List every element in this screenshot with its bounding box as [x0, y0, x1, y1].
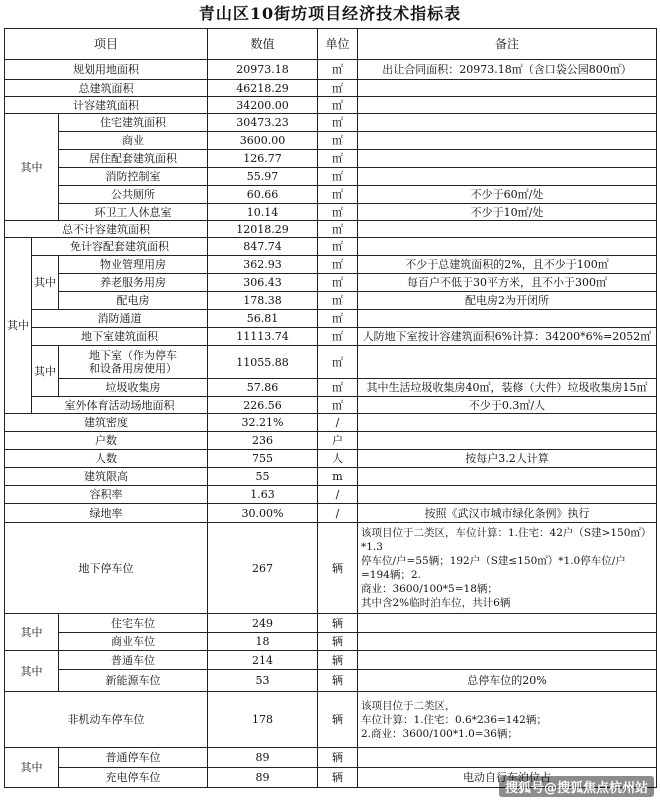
row-value: 11113.74: [208, 328, 318, 346]
qizhong-label: 其中: [5, 114, 59, 221]
table-row: [5, 379, 657, 397]
row-value: 34200.00: [208, 97, 318, 114]
row-name: 公共厕所: [59, 186, 208, 204]
row-note: [358, 523, 657, 614]
row-note: 不少于总建筑面积的2%，且不少于100㎡: [358, 256, 657, 274]
row-unit: m: [318, 468, 358, 486]
table-title: 青山区10街坊项目经济技术指标表: [198, 4, 462, 23]
table-row: [5, 204, 657, 221]
note-line: 其中含2%临时泊车位，共计6辆: [361, 597, 511, 609]
table-row: [5, 692, 657, 748]
row-note: 电动自行车泊位占: [358, 768, 657, 788]
row-note: [358, 310, 657, 328]
row-unit: ㎡: [318, 60, 358, 80]
row-value: 32.21%: [208, 414, 318, 432]
indicator-table: [4, 28, 657, 788]
row-value: 55: [208, 468, 318, 486]
row-note: [358, 346, 657, 379]
watermark: 搜狐号@搜狐焦点杭州站: [499, 776, 654, 797]
row-value: 755: [208, 450, 318, 468]
row-note: 不少于10㎡/处: [358, 204, 657, 221]
table-row: [5, 651, 657, 670]
header-value: 数值: [208, 29, 318, 60]
row-value: 178: [208, 692, 318, 748]
qizhong-label: 其中: [5, 238, 32, 414]
row-value: 126.77: [208, 150, 318, 168]
row-name: 总建筑面积: [5, 80, 208, 97]
table-row: [5, 97, 657, 114]
row-unit: /: [318, 486, 358, 504]
row-name: 总不计容建筑面积: [5, 221, 208, 238]
row-value: 30473.23: [208, 114, 318, 132]
row-note: [358, 221, 657, 238]
table-row: [5, 310, 657, 328]
row-note: [358, 132, 657, 150]
row-note: [358, 651, 657, 670]
row-value: 57.86: [208, 379, 318, 397]
row-value: 46218.29: [208, 80, 318, 97]
header-unit: 单位: [318, 29, 358, 60]
row-name: 室外体育活动场地面积: [32, 397, 208, 414]
row-name: 容积率: [5, 486, 208, 504]
row-name: 户数: [5, 432, 208, 450]
row-note: [358, 432, 657, 450]
row-note: [358, 748, 657, 768]
row-name: 消防控制室: [59, 168, 208, 186]
row-name-line: 和设备用房使用）: [89, 362, 177, 375]
note-line: 该项目位于二类区，车位计算：1.住宅：42户（S建>150㎡）*1.3: [361, 527, 652, 553]
row-value: 20973.18: [208, 60, 318, 80]
row-value: 362.93: [208, 256, 318, 274]
row-unit: ㎡: [318, 186, 358, 204]
table-row: [5, 168, 657, 186]
row-name: 免计容配套建筑面积: [32, 238, 208, 256]
row-name: 普通车位: [59, 651, 208, 670]
header-note: 备注: [358, 29, 657, 60]
table-row: [5, 633, 657, 651]
row-name: 商业车位: [59, 633, 208, 651]
table-row: [5, 60, 657, 80]
qizhong-label: 其中: [5, 748, 59, 788]
row-unit: ㎡: [318, 97, 358, 114]
row-unit: ㎡: [318, 346, 358, 379]
row-name: 养老服务用房: [59, 274, 208, 292]
note-line: 该项目位于二类区，: [361, 699, 456, 712]
row-note: [358, 80, 657, 97]
row-name-line: 地下室（作为停车: [89, 349, 177, 362]
row-unit: ㎡: [318, 221, 358, 238]
header-item: 项目: [5, 29, 208, 60]
row-unit: /: [318, 504, 358, 523]
row-value: 267: [208, 523, 318, 614]
row-note: 按每户3.2人计算: [358, 450, 657, 468]
row-note: [358, 414, 657, 432]
table-row: [5, 486, 657, 504]
qizhong-label: 其中: [32, 256, 59, 310]
table-row: [5, 292, 657, 310]
row-note: 不少于60㎡/处: [358, 186, 657, 204]
row-note: 总停车位的20%: [358, 670, 657, 692]
row-value: 56.81: [208, 310, 318, 328]
note-line: 车位计算：1.住宅：0.6*236=142辆；: [361, 713, 547, 726]
row-note: [358, 168, 657, 186]
row-name: 消防通道: [32, 310, 208, 328]
row-note: 出让合同面积：20973.18㎡（含口袋公园800㎡）: [358, 60, 657, 80]
row-value: 89: [208, 748, 318, 768]
row-unit: /: [318, 414, 358, 432]
note-line: 商业：3600/100*5=18辆；: [361, 583, 498, 595]
row-value: 12018.29: [208, 221, 318, 238]
row-name: 地下室建筑面积: [32, 328, 208, 346]
row-unit: 辆: [318, 692, 358, 748]
row-unit: ㎡: [318, 114, 358, 132]
table-row: [5, 346, 657, 379]
row-name: 计容建筑面积: [5, 97, 208, 114]
note-line: 2.商业：3600/100*1.0=36辆；: [361, 727, 518, 740]
row-name: 住宅车位: [59, 614, 208, 633]
qizhong-label: 其中: [5, 651, 59, 692]
table-row: [5, 450, 657, 468]
qizhong-label: 其中: [5, 614, 59, 651]
row-note: 其中生活垃圾收集房40㎡，装修（大件）垃圾收集房15㎡: [358, 379, 657, 397]
row-unit: 辆: [318, 651, 358, 670]
row-name: [59, 346, 208, 379]
row-name: 充电停车位: [59, 768, 208, 788]
row-unit: ㎡: [318, 379, 358, 397]
row-value: 306.43: [208, 274, 318, 292]
table-row: [5, 328, 657, 346]
row-value: 30.00%: [208, 504, 318, 523]
row-value: 3600.00: [208, 132, 318, 150]
row-unit: ㎡: [318, 397, 358, 414]
row-name: 建筑限高: [5, 468, 208, 486]
row-note: 不少于0.3㎡/人: [358, 397, 657, 414]
table-row: [5, 238, 657, 256]
row-name: 垃圾收集房: [59, 379, 208, 397]
row-name: 住宅建筑面积: [59, 114, 208, 132]
row-unit: 户: [318, 432, 358, 450]
table-row: [5, 414, 657, 432]
row-value: 249: [208, 614, 318, 633]
row-unit: ㎡: [318, 132, 358, 150]
table-row: [5, 186, 657, 204]
row-note: 配电房2为开闭所: [358, 292, 657, 310]
row-value: 18: [208, 633, 318, 651]
row-name: 配电房: [59, 292, 208, 310]
row-unit: 辆: [318, 523, 358, 614]
row-unit: ㎡: [318, 150, 358, 168]
row-value: 10.14: [208, 204, 318, 221]
row-unit: ㎡: [318, 80, 358, 97]
row-unit: ㎡: [318, 238, 358, 256]
row-name: 居住配套建筑面积: [59, 150, 208, 168]
table-row: [5, 748, 657, 768]
row-unit: ㎡: [318, 256, 358, 274]
row-value: 1.63: [208, 486, 318, 504]
row-note: 每百户不低于30平方米，且不小于300㎡: [358, 274, 657, 292]
row-unit: ㎡: [318, 168, 358, 186]
row-note: [358, 692, 657, 748]
row-value: 847.74: [208, 238, 318, 256]
table-row: [5, 132, 657, 150]
row-value: 214: [208, 651, 318, 670]
row-name: 物业管理用房: [59, 256, 208, 274]
table-row: [5, 150, 657, 168]
table-row: [5, 80, 657, 97]
row-note: [358, 150, 657, 168]
row-value: 11055.88: [208, 346, 318, 379]
row-name: 人数: [5, 450, 208, 468]
row-name: 地下停车位: [5, 523, 208, 614]
row-unit: 辆: [318, 768, 358, 788]
table-row: [5, 468, 657, 486]
row-note: [358, 468, 657, 486]
qizhong-label: 其中: [32, 346, 59, 397]
row-note: 人防地下室按计容建筑面积6%计算：34200*6%=2052㎡: [358, 328, 657, 346]
row-name: 建筑密度: [5, 414, 208, 432]
row-note: 按照《武汉市城市绿化条例》执行: [358, 504, 657, 523]
row-value: 60.66: [208, 186, 318, 204]
row-note: [358, 633, 657, 651]
row-unit: ㎡: [318, 310, 358, 328]
row-value: 178.38: [208, 292, 318, 310]
row-name: 规划用地面积: [5, 60, 208, 80]
row-name: 环卫工人休息室: [59, 204, 208, 221]
row-unit: ㎡: [318, 292, 358, 310]
row-unit: 辆: [318, 670, 358, 692]
table-row: [5, 523, 657, 614]
table-row: [5, 274, 657, 292]
table-row: [5, 670, 657, 692]
row-value: 236: [208, 432, 318, 450]
table-row: [5, 221, 657, 238]
row-unit: ㎡: [318, 204, 358, 221]
row-value: 55.97: [208, 168, 318, 186]
table-row: [5, 504, 657, 523]
row-unit: ㎡: [318, 328, 358, 346]
table-row: [5, 432, 657, 450]
row-note: [358, 614, 657, 633]
row-unit: 辆: [318, 633, 358, 651]
row-name: 绿地率: [5, 504, 208, 523]
row-value: 226.56: [208, 397, 318, 414]
row-unit: 辆: [318, 748, 358, 768]
row-name: 新能源车位: [59, 670, 208, 692]
row-value: 89: [208, 768, 318, 788]
row-note: [358, 238, 657, 256]
row-name: 商业: [59, 132, 208, 150]
note-line: 停车位/户=55辆；192户（S建≤150㎡）*1.0停车位/户=194辆；2.: [361, 555, 626, 581]
row-unit: 辆: [318, 614, 358, 633]
row-unit: ㎡: [318, 274, 358, 292]
table-row: [5, 397, 657, 414]
row-unit: 人: [318, 450, 358, 468]
row-note: [358, 486, 657, 504]
row-note: [358, 114, 657, 132]
table-row: [5, 614, 657, 633]
table-row: [5, 256, 657, 274]
table-row: [5, 114, 657, 132]
row-note: [358, 97, 657, 114]
row-name: 普通停车位: [59, 748, 208, 768]
header-row: [5, 29, 657, 60]
row-name: 非机动车停车位: [5, 692, 208, 748]
row-value: 53: [208, 670, 318, 692]
